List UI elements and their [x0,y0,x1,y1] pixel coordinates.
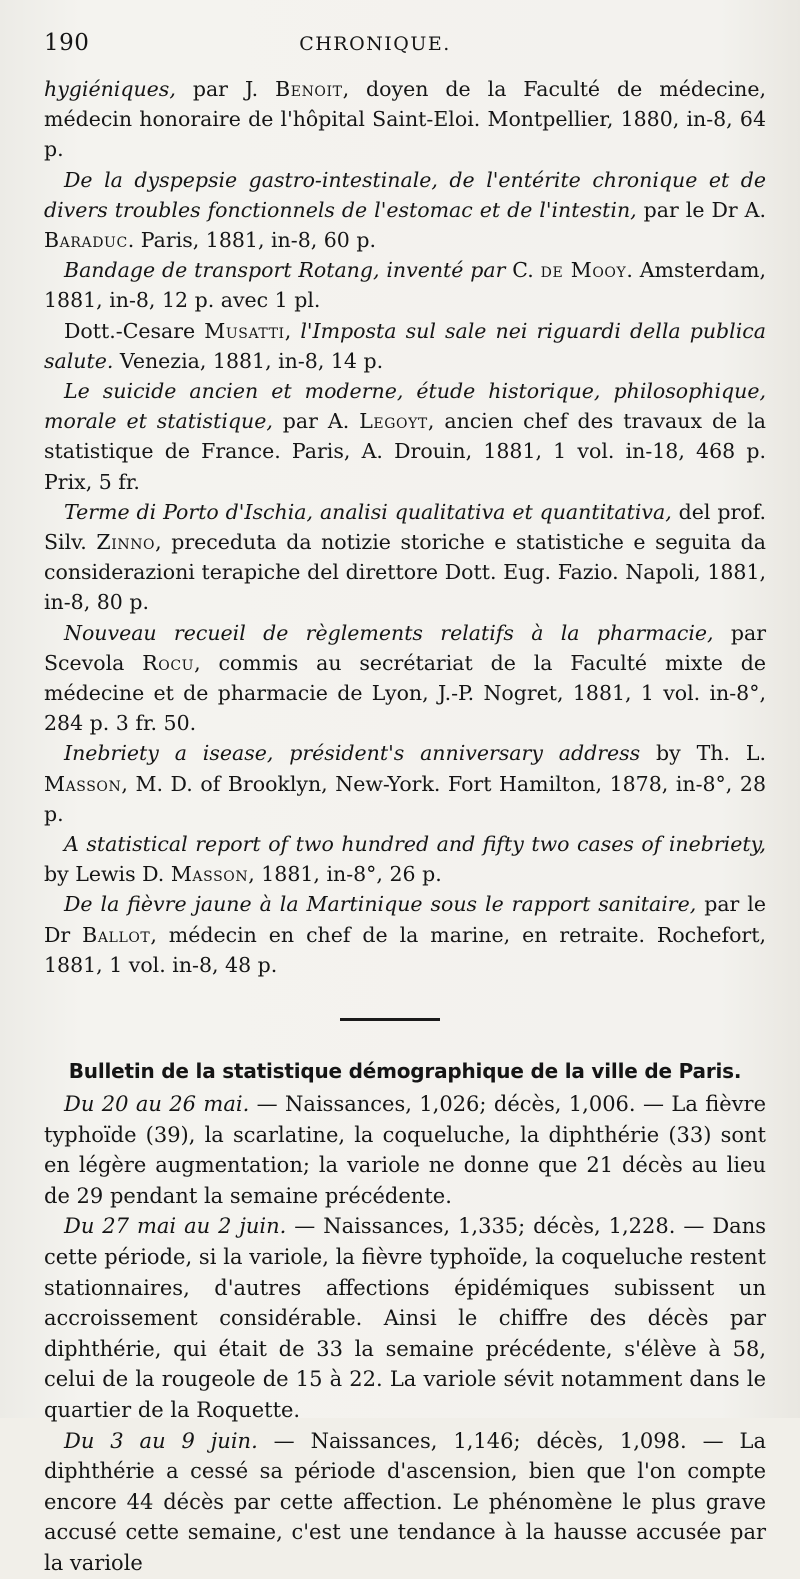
entry-text: , ancien chef des travaux de la statistique de France. Paris, A. Drouin, 1881, 1 vol. in-18, 468 p. Prix, 5 fr. [44,409,766,494]
work-title: l'Imposta sul sale nei riguardi della publica salute. [44,318,766,373]
page-header [44,30,766,70]
entry-text: par le Dr [44,892,766,947]
author-name: Rocu [142,650,195,675]
bibliography-entry [44,255,766,315]
period-text: — Naissances, 1,335; décès, 1,228. — Dans cette période, si la variole, la fièvre typhoïde, la coqueluche restent stationnaires, d'autres affections épidémiques subissent un accroissement considérable. Ainsi le chiffre des décès par diphthérie, qui était de 33 la semaine précédente, s'élève à 58, celui de la rougeole de 15 à 22. La variole sévit notamment dans le quartier de la Roquette. [44,1214,766,1423]
entry-text: by Lewis D. [44,862,171,887]
work-title: Bandage de transport Rotang, inventé par [64,258,506,283]
period-date: Du 20 au 26 mai. [64,1092,250,1117]
author-name: Ballot [82,922,151,947]
work-title: hygiéniques, [44,77,176,101]
entry-text: , [284,318,301,343]
entry-text: , commis au secrétariat de la Faculté mixte de médecine et de pharmacie de Lyon, J.-P. Nogret, 1881, 1 vol. in-8°, 284 p. 3 fr. 50. [44,650,766,736]
author-name: Benoit [275,77,343,101]
work-title: Terme di Porto d'Ischia, analisi qualitativa et quantitativa, [64,499,672,524]
entry-text: Venezia, 1881, in-8, 14 p. [113,348,384,373]
author-name: Masson [170,862,249,887]
bibliography-entry [44,618,766,739]
entry-text: , médecin en chef de la marine, en retraite. Rochefort, 1881, 1 vol. in-8, 48 p. [44,922,766,977]
bibliography-list [44,74,766,980]
author-name: Baraduc [44,228,128,253]
bulletin-paragraph [44,1211,766,1425]
bulletin-paragraph [44,1426,766,1579]
bibliography-entry [44,165,766,256]
work-title: A statistical report of two hundred and fifty two cases of inebriety, [64,832,766,857]
work-title: Le suicide ancien et moderne, étude historique, philosophique, morale et statistique, [44,379,766,434]
entry-text: , M. D. of Brooklyn, New-York. Fort Hamilton, 1878, in-8°, 28 p. [44,771,766,826]
bulletin-body [44,1089,766,1579]
work-title: Inebriety a isease, président's anniversary address [64,741,641,766]
period-text: — Naissances, 1,026; décès, 1,006. — La fièvre typhoïde (39), la scarlatine, la coqueluche, la diphthérie (33) sont en légère augmentation; la variole ne donne que 21 décès au lieu de 29 pendant la semaine précédente. [44,1092,766,1208]
entry-text: , preceduta da notizie storiche e statistiche e seguita da considerazioni terapiche del direttore Dott. Eug. Fazio. Napoli, 1881, in-8, 80 p. [44,530,766,615]
author-name: de Mooy [540,258,627,283]
bulletin-title: Bulletin de la statistique démographique de la ville de Paris. [68,1059,742,1084]
running-head: CHRONIQUE. [299,33,451,55]
entry-text: by Th. L. [640,741,766,766]
bibliography-entry [44,497,766,618]
work-title: De la fièvre jaune à la Martinique sous le rapport sanitaire, [64,892,697,917]
author-name: Musatti [204,318,285,343]
period-text: — Naissances, 1,146; décès, 1,098. — La diphthérie a cessé sa période d'ascension, bien que l'on compte encore 44 décès par cette affection. Le phénomène le plus grave accusé cette semaine, c'est une tendance à la hausse accusée par la variole [44,1428,766,1575]
entry-text: . Amsterdam, 1881, in-8, 12 p. avec 1 pl. [44,258,766,313]
entry-text: par A. [272,409,360,434]
entry-text: , 1881, in-8°, 26 p. [248,862,442,887]
author-name: Legoyt [359,409,428,434]
author-name: Zinno [96,530,156,555]
entry-text: Dott.-Cesare [64,318,205,343]
bibliography-entry [44,829,766,889]
bulletin-paragraph [44,1089,766,1211]
entry-text: del prof. Silv. [44,499,767,555]
page-number: 190 [44,30,90,56]
entry-text: . Paris, 1881, in-8, 60 p. [127,228,377,253]
bibliography-entry [44,316,766,376]
author-name: Masson [44,771,122,796]
entry-text: par J. [175,77,276,101]
work-title: Nouveau recueil de règlements relatifs à la pharmacie, [64,620,714,645]
work-title: De la dyspepsie gastro-intestinale, de l'entérite chronique et de divers troubles fonctionnels de l'estomac et de l'intestin, [44,167,766,222]
bibliography-entry [44,738,766,829]
bibliography-entry [44,889,766,980]
period-date: Du 27 mai au 2 juin. [64,1214,287,1239]
entry-text: par le Dr A. [636,197,766,222]
entry-text: C. [505,258,541,283]
period-date: Du 3 au 9 juin. [64,1428,258,1453]
entry-text: , doyen de la Faculté de médecine, médecin honoraire de l'hôpital Saint-Eloi. Montpellier, 1880, in-8, 64 p. [44,77,766,162]
entry-text: par Scevola [44,620,766,675]
bibliography-entry [44,74,766,165]
section-divider [340,1018,440,1021]
bibliography-entry [44,376,766,497]
